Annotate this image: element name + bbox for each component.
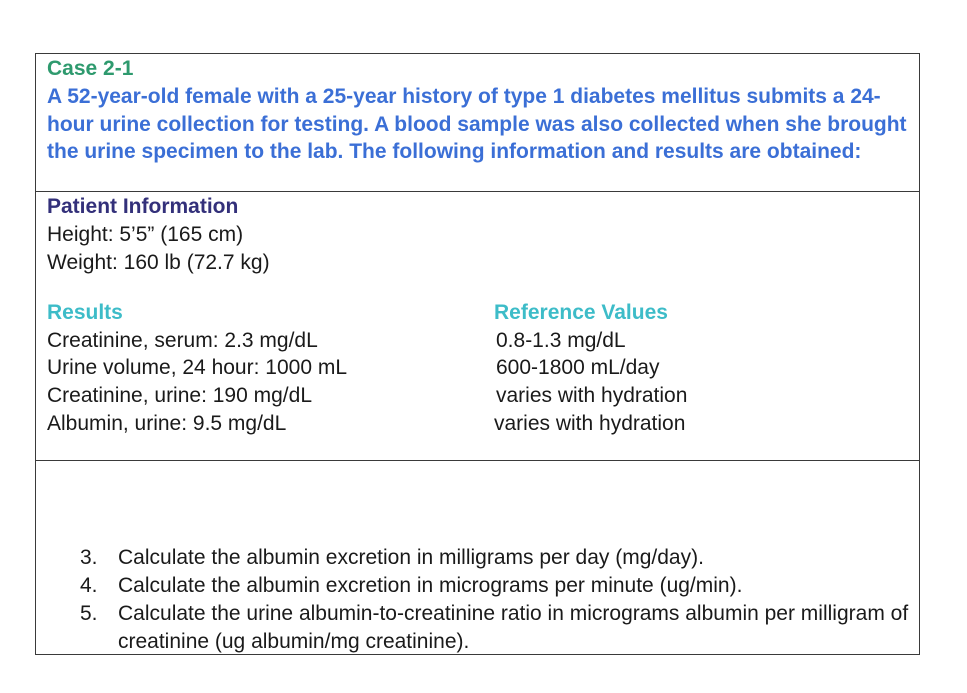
patient-height: Height: 5’5” (165 cm) xyxy=(47,223,244,246)
question-text: Calculate the urine albumin-to-creatinine ratio in micrograms albumin per milligram of creatinine (ug albumin/mg creatinine). xyxy=(118,602,909,653)
question-number: 4. xyxy=(80,574,98,597)
case-intro: A 52-year-old female with a 25-year history of type 1 diabetes mellitus submits a 24-hour urine collection for testing. A blood sample was also collected when she brought the urine specimen to the lab. The following information and results are obtained: xyxy=(47,85,907,163)
reference-heading: Reference Values xyxy=(494,301,668,324)
question-item xyxy=(80,572,910,600)
divider-middle xyxy=(35,460,920,461)
question-item xyxy=(80,600,910,656)
result-creatinine-serum: Creatinine, serum: 2.3 mg/dL xyxy=(47,329,318,352)
question-text: Calculate the albumin excretion in milligrams per day (mg/day). xyxy=(118,546,704,569)
results-heading: Results xyxy=(47,301,123,324)
question-item xyxy=(80,544,910,572)
ref-urine-volume: 600-1800 mL/day xyxy=(496,356,660,379)
patient-info-heading: Patient Information xyxy=(47,195,239,218)
question-text: Calculate the albumin excretion in micrograms per minute (ug/min). xyxy=(118,574,743,597)
result-urine-volume: Urine volume, 24 hour: 1000 mL xyxy=(47,356,347,379)
divider-top xyxy=(35,191,920,192)
question-list xyxy=(80,544,910,656)
ref-creatinine-urine: varies with hydration xyxy=(496,384,688,407)
question-number: 3. xyxy=(80,546,98,569)
result-albumin-urine: Albumin, urine: 9.5 mg/dL xyxy=(47,412,287,435)
patient-weight: Weight: 160 lb (72.7 kg) xyxy=(47,251,270,274)
ref-creatinine-serum: 0.8-1.3 mg/dL xyxy=(496,329,626,352)
question-number: 5. xyxy=(80,602,98,625)
result-creatinine-urine: Creatinine, urine: 190 mg/dL xyxy=(47,384,312,407)
case-title: Case 2-1 xyxy=(47,57,134,80)
ref-albumin-urine: varies with hydration xyxy=(494,412,686,435)
